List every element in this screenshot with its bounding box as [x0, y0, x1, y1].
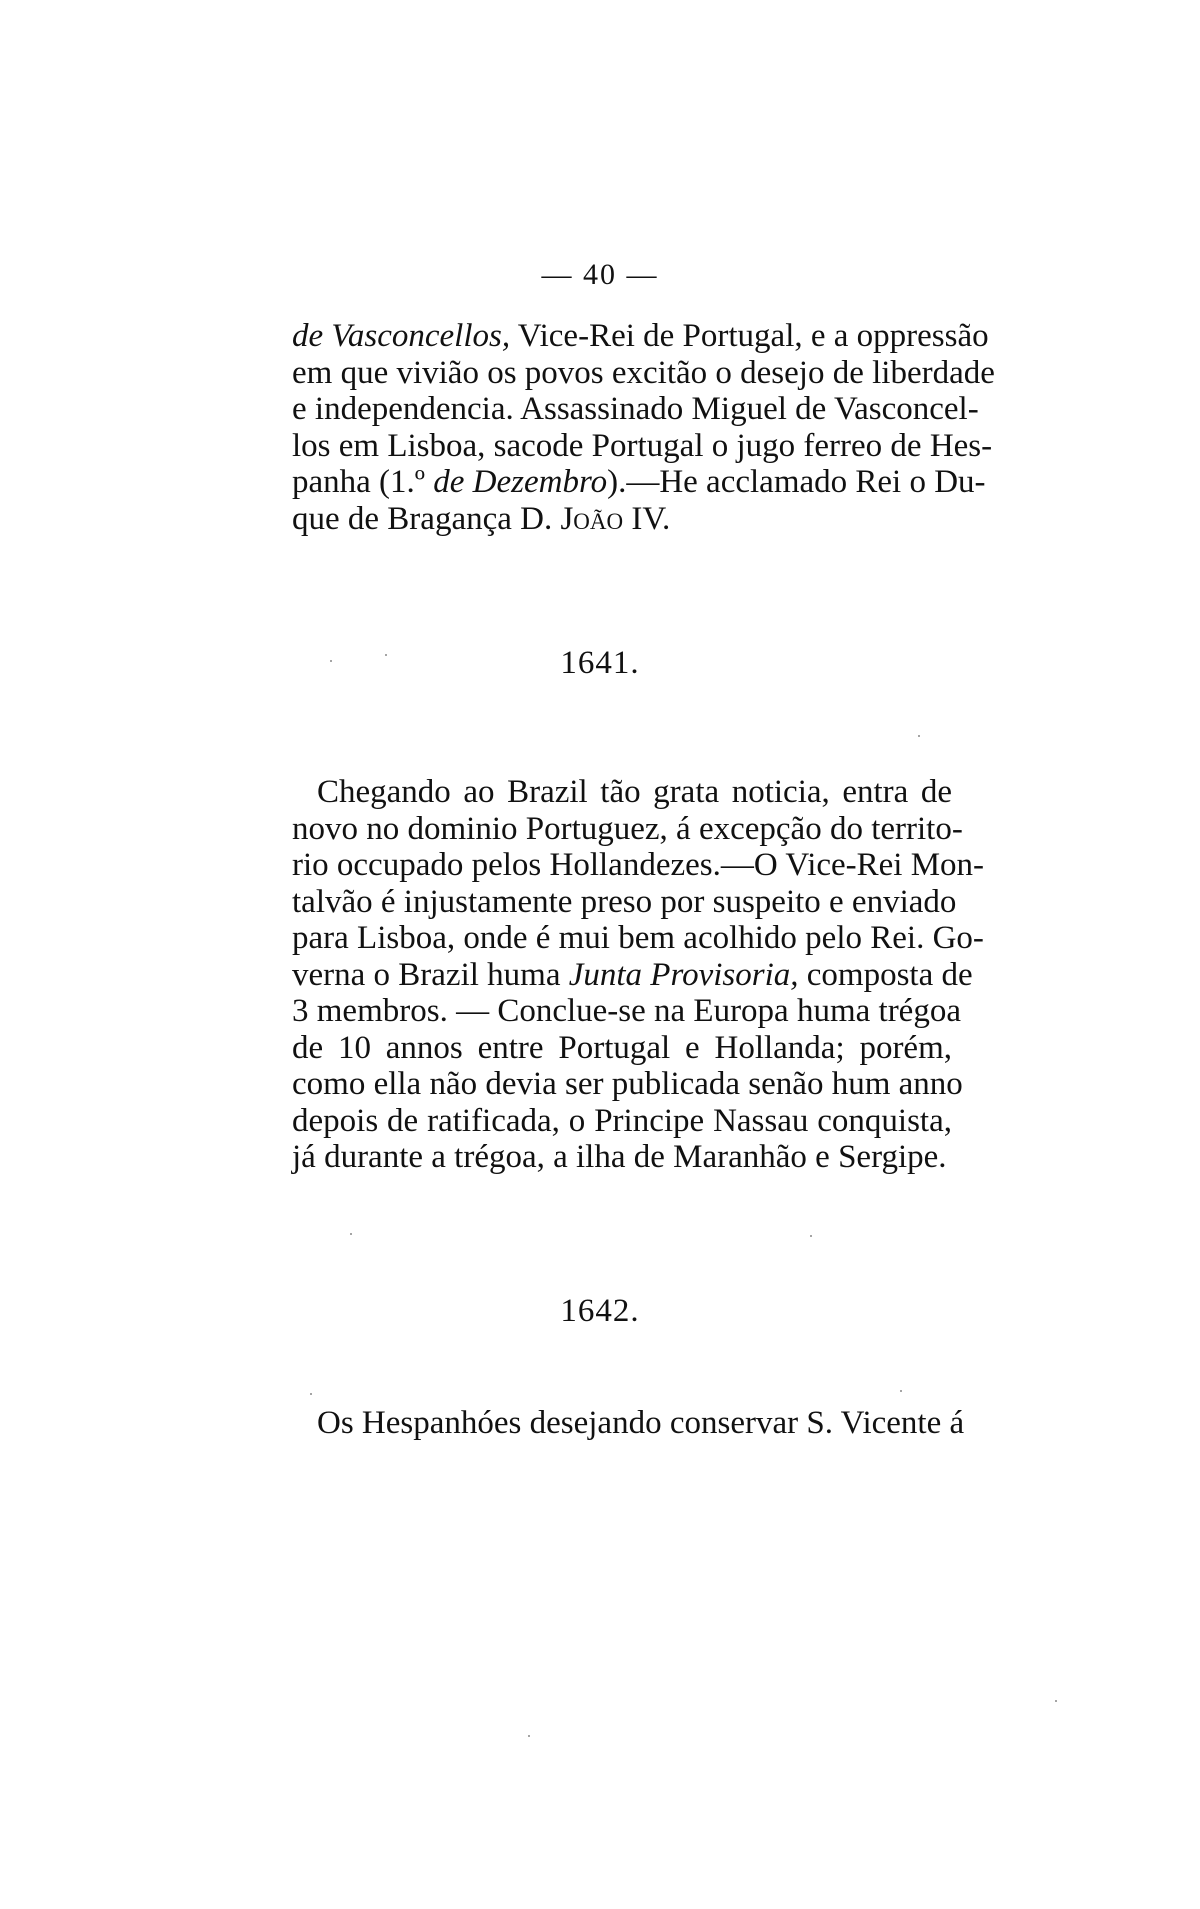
- italic-date: de Dezembro: [433, 464, 608, 500]
- text-line: como ella não devia ser publicada senão hum anno: [292, 1066, 963, 1102]
- year-heading-1642: 1642.: [560, 1293, 640, 1329]
- text-line: e independencia. Assassinado Miguel de Vasconcel-: [292, 391, 979, 427]
- year-heading-1641: 1641.: [560, 645, 640, 681]
- text-line: depois de ratificada, o Principe Nassau conquista,: [292, 1102, 952, 1139]
- text-line: Os Hespanhóes desejando conservar S. Vicente á: [317, 1405, 965, 1441]
- text-line: rio occupado pelos Hollandezes.—O Vice-Rei Mon-: [292, 847, 985, 883]
- line-text: Vice-Rei de Portugal, e a oppressão: [510, 318, 989, 354]
- text-line: novo no dominio Portuguez, á excepção do territo-: [292, 810, 963, 847]
- text-line: [292, 318, 989, 355]
- text-line: em que vivião os povos excitão o desejo de liberdade: [292, 354, 995, 391]
- line-text: ).—He acclamado Rei o Du-: [607, 464, 986, 500]
- scan-speck: [918, 735, 920, 737]
- line-text: IV.: [623, 500, 671, 537]
- paragraph-1: [292, 318, 995, 537]
- text-line: para Lisboa, onde é mui bem acolhido pelo Rei. Go-: [292, 920, 984, 956]
- text-line: [292, 464, 986, 501]
- scan-speck: [330, 660, 332, 662]
- text-line: Chegando ao Brazil tão grata noticia, entra de: [317, 774, 952, 810]
- page-number: — 40 —: [541, 258, 659, 291]
- scan-speck: [810, 1235, 812, 1237]
- line-text: composta de: [798, 956, 973, 993]
- scan-speck: [310, 1393, 312, 1395]
- scan-speck: [1055, 1700, 1057, 1702]
- text-line: já durante a trégoa, a ilha de Maranhão e Sergipe.: [292, 1139, 947, 1175]
- scan-speck: [385, 654, 387, 656]
- text-line: 3 membros. — Conclue-se na Europa huma trégoa: [292, 993, 961, 1029]
- paragraph-2: [292, 774, 985, 1176]
- line-text: panha (1.º: [292, 464, 434, 500]
- line-text: que de Bragança D.: [292, 500, 561, 537]
- paragraph-3: [292, 1405, 965, 1442]
- line-text: verna o Brazil huma: [292, 956, 569, 993]
- text-line: de 10 annos entre Portugal e Hollanda; porém,: [292, 1029, 952, 1066]
- scan-speck: [350, 1233, 352, 1235]
- text-line: [292, 501, 952, 538]
- scan-speck: [528, 1735, 530, 1737]
- text-line: los em Lisboa, sacode Portugal o jugo ferreo de Hes-: [292, 427, 993, 464]
- text-line: [292, 956, 973, 994]
- text-line: talvão é injustamente preso por suspeito e enviado: [292, 883, 957, 920]
- italic-name: de Vasconcellos,: [292, 318, 511, 354]
- smallcaps-name: João: [560, 500, 624, 537]
- italic-term: Junta Provisoria,: [568, 956, 799, 993]
- scan-speck: [900, 1390, 902, 1392]
